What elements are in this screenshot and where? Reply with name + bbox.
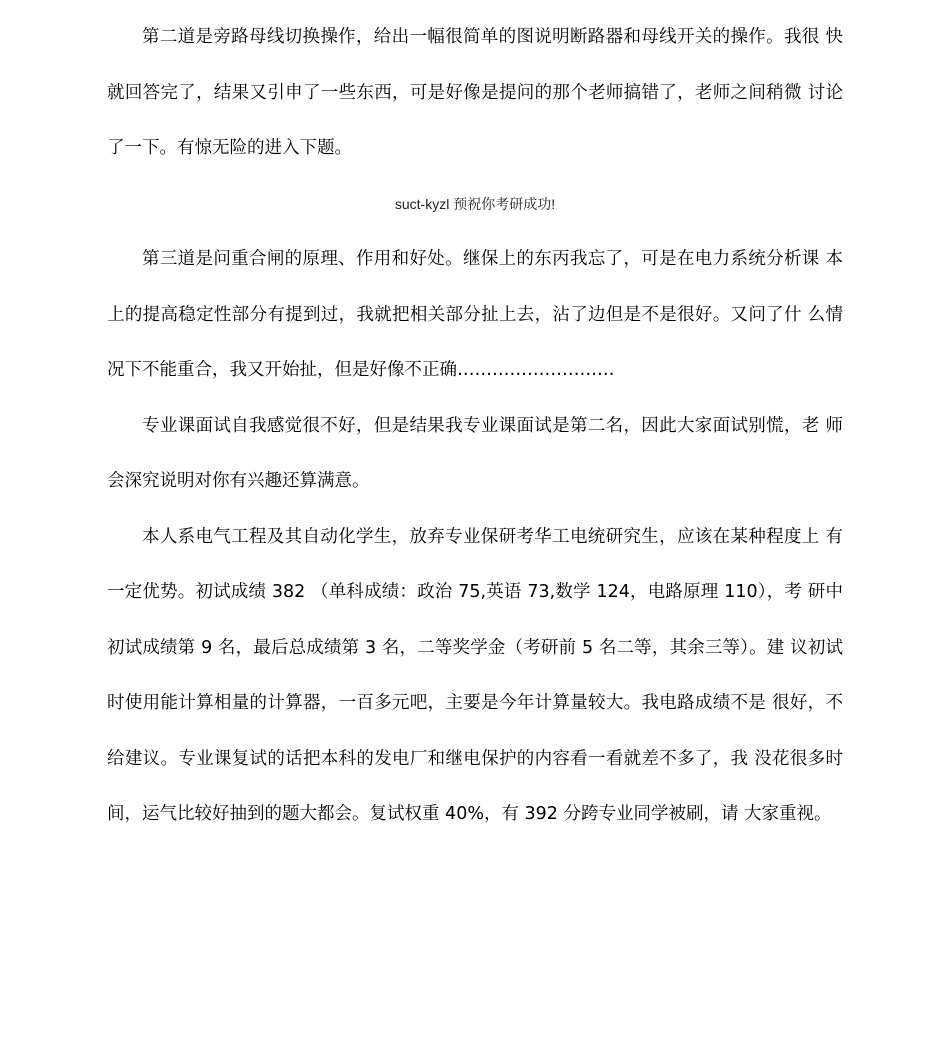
watermark-text: suct-kyzl 预祝你考研成功! — [394, 195, 556, 212]
paragraph-bypass-busbar: 第二道是旁路母线切换操作，给出一幅很简单的图说明断路器和母线开关的操作。我很 快就回答完了，结果又引申了一些东西，可是好像是提问的那个老师搞错了，老师之间稍微 讨论了一下。有惊无险的进入下题。 — [107, 27, 843, 158]
paragraph-background-advice: 本人系电气工程及其自动化学生，放弃专业保研考华工电统研究生，应该在某种程度上 有一定优势。初试成绩 382 （单科成绩：政治 75,英语 73,数学 124，电路原理 110），考 研中初试成绩第 9 名，最后总成绩第 3 名，二等奖学金（考研前 5 名二等，其余三等）。建 议初试时使用能计算相量的计算器，一百多元吧，主要是今年计算量较大。我电路成绩不是 很好，不给建议。专业课复试的话把本科的发电厂和继电保护的内容看一看就差不多了，我 没花很多时间，运气比较好抽到的题大都会。复试权重 40%，有 392 分跨专业同学被刷，请 大家重视。 — [107, 526, 843, 824]
document-page — [107, 10, 843, 843]
paragraph-reclosing: 第三道是问重合闸的原理、作用和好处。继保上的东丙我忘了，可是在电力系统分析课 本上的提高稳定性部分有提到过，我就把相关部分扯上去，沾了边但是不是很好。又问了什 么情况下不能重合，我又开始扯，但是好像不正确……………………… — [107, 249, 843, 380]
paragraph-interview-feeling: 专业课面试自我感觉很不好，但是结果我专业课面试是第二名，因此大家面试别慌，老 师会深究说明对你有兴趣还算满意。 — [107, 415, 843, 491]
